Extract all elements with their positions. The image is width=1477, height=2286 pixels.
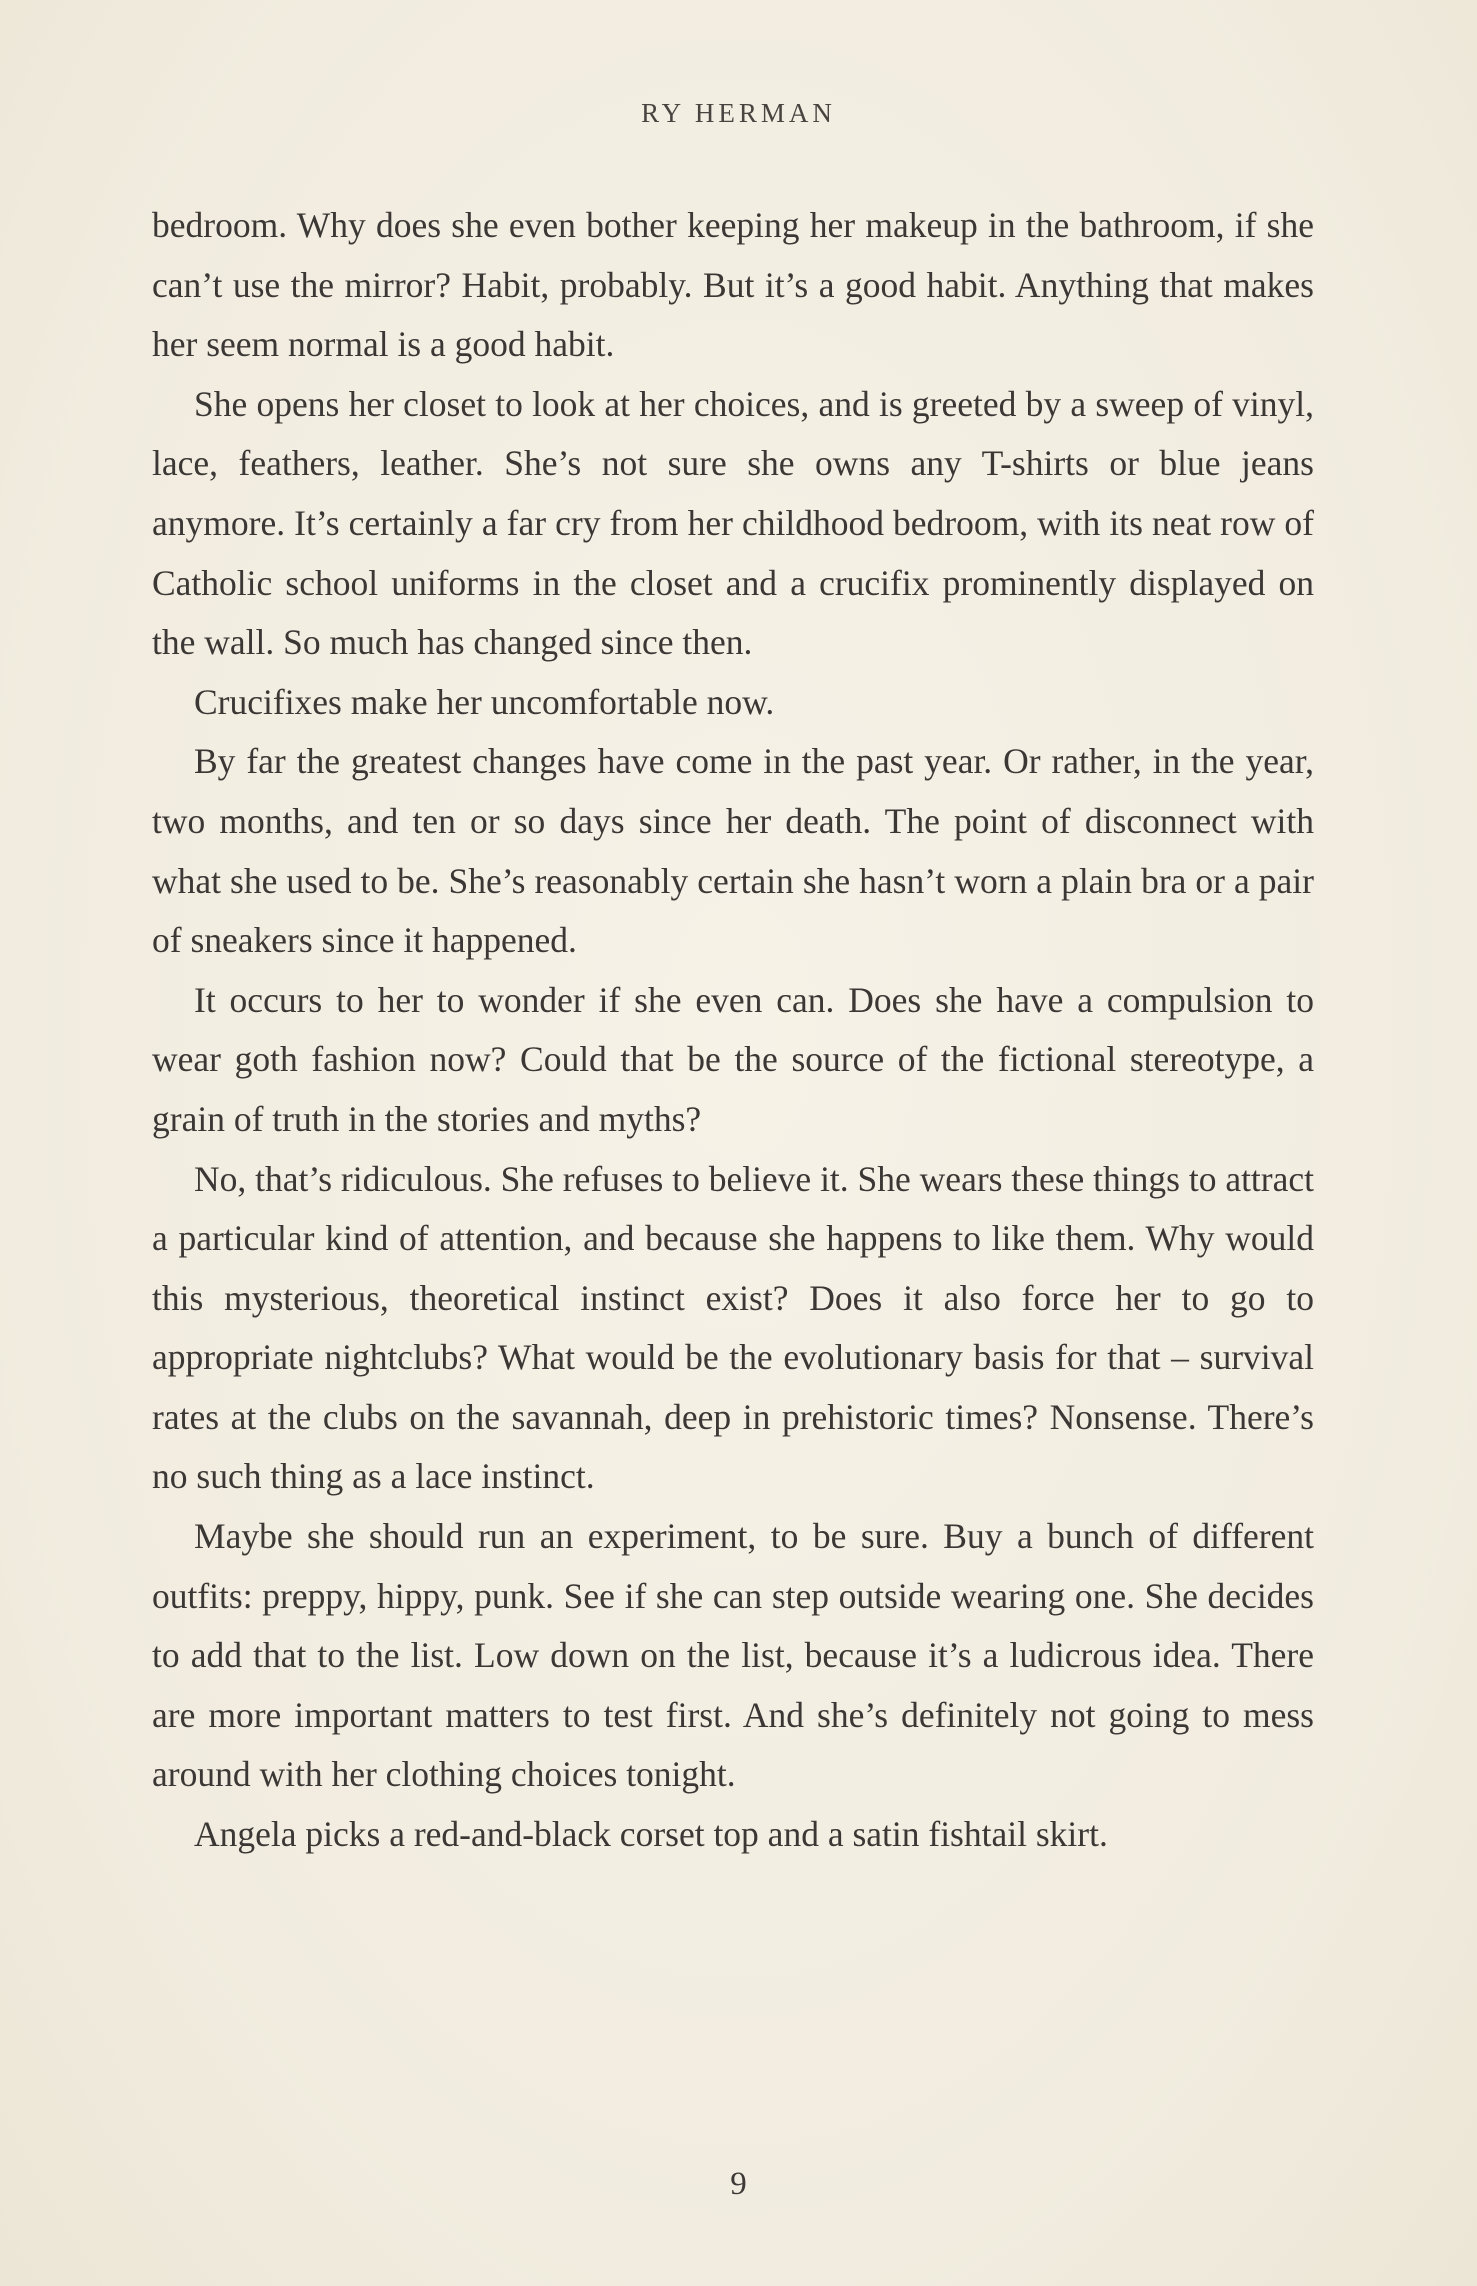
paragraph: No, that’s ridiculous. She refuses to believe it. She wears these things to attract a particular kind of attention, and because she happens to like them. Why would this mysterious, theoretical instinct exist? Does it also force her to go to appropriate nightclubs? What would be the evolutionary basis for that – survival rates at the clubs on the savannah, deep in prehistoric times? Nonsense. There’s no such thing as a lace instinct. (152, 1158, 1314, 1497)
page-number: 9 (730, 2166, 747, 2202)
paragraph: Crucifixes make her uncomfortable now. (194, 681, 775, 722)
paragraph: By far the greatest changes have come in the past year. Or rather, in the year, two months, and ten or so days since her death. The point of disconnect with what she used to be. She’s reasonably certain she hasn’t worn a plain bra or a pair of sneakers since it happened. (152, 741, 1314, 961)
paragraph: It occurs to her to wonder if she even can. Does she have a compulsion to wear goth fashion now? Could that be the source of the fictional stereotype, a grain of truth in the stories and myths? (152, 979, 1314, 1139)
paragraph: Angela picks a red-and-black corset top and a satin fishtail skirt. (194, 1814, 1108, 1855)
paragraph: Maybe she should run an experiment, to be sure. Buy a bunch of different outfits: preppy, hippy, punk. See if she can step outside wearing one. She decides to add that to the list. Low down on the list, because it’s a ludicrous idea. There are more important matters to test first. And she’s definitely not going to mess around with her clothing choices tonight. (152, 1516, 1314, 1795)
paragraph: bedroom. Why does she even bother keeping her makeup in the bathroom, if she can’t use the mirror? Habit, probably. But it’s a good habit. Anything that makes her seem normal is a good habit. (152, 205, 1314, 365)
paragraph: She opens her closet to look at her choices, and is greeted by a sweep of vinyl, lace, feathers, leather. She’s not sure she owns any T-shirts or blue jeans anymore. It’s certainly a far cry from her childhood bedroom, with its neat row of Catholic school uniforms in the closet and a crucifix prominently displayed on the wall. So much has changed since then. (152, 383, 1314, 663)
body-text (152, 196, 1314, 1865)
running-head: RY HERMAN (641, 98, 836, 128)
